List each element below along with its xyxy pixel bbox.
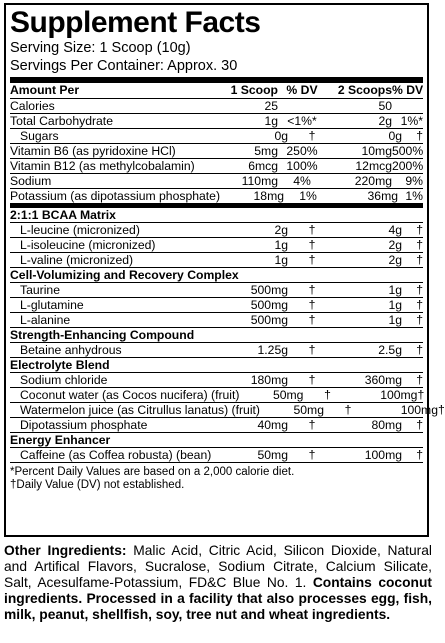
dv-1-scoop: † — [308, 238, 316, 252]
dv-2-scoops: † — [437, 403, 445, 417]
dv-2-scoops: 9% — [405, 174, 423, 188]
amount-1-scoop: 18mg — [253, 189, 285, 203]
ingredient-name: Vitamin B12 (as methylcobalamin) — [10, 159, 195, 173]
table-row — [10, 99, 423, 114]
table-row — [10, 403, 445, 418]
header-amount: Amount Per — [10, 83, 80, 97]
dv-1-scoop: † — [308, 253, 316, 267]
section-title: Cell-Volumizing and Recovery Complex — [10, 268, 423, 283]
dv-2-scoops: † — [416, 129, 423, 143]
ingredient-name: Dipotassium phosphate — [20, 418, 148, 432]
amount-1-scoop: 50mg — [293, 403, 324, 417]
amount-1-scoop: 0g — [274, 129, 288, 143]
dv-1-scoop: 250% — [286, 144, 318, 158]
amount-2-scoops: 10mg — [361, 144, 392, 158]
amount-1-scoop: 180mg — [250, 373, 288, 387]
ingredient-name: Potassium (as dipotassium phosphate) — [10, 189, 221, 203]
section-title: Energy Enhancer — [10, 433, 423, 448]
ingredient-name: L-valine (micronized) — [20, 253, 134, 267]
footnote-dv-not-established: †Daily Value (DV) not established. — [10, 479, 185, 491]
header-dv-2: % DV — [392, 83, 424, 97]
amount-1-scoop: 50mg — [272, 388, 304, 402]
dv-1-scoop: † — [308, 373, 316, 387]
amount-1-scoop: 110mg — [241, 174, 278, 188]
amount-2-scoops: 2g — [388, 253, 402, 267]
ingredient-name: Total Carbohydrate — [10, 114, 113, 128]
table-row — [10, 174, 423, 189]
ingredient-name: L-alanine — [20, 313, 71, 327]
dv-1-scoop: † — [344, 403, 352, 417]
other-ingredients — [4, 543, 432, 623]
dv-1-scoop: † — [308, 448, 316, 462]
ingredient-name: Sodium chloride — [20, 373, 108, 387]
dv-1-scoop: † — [324, 388, 331, 402]
dv-2-scoops: 500% — [392, 144, 424, 158]
table-row — [10, 388, 423, 403]
dv-2-scoops: 1%* — [400, 114, 423, 128]
amount-2-scoops: 12mcg — [355, 159, 392, 173]
dv-1-scoop: † — [308, 223, 316, 237]
other-ingredients-text: Malic Acid, Citric Acid, Silicon Dioxide, Natural and Artifical Flavors, Sucralose, Sodium Citrate, Calcium Silicate, Salt, Acesulfame-Potassium, FD&C Blue No. 1. — [4, 543, 432, 590]
table-row — [10, 283, 423, 298]
table-row — [10, 343, 423, 358]
ingredient-name: Betaine anhydrous — [20, 343, 122, 357]
table-row — [10, 253, 423, 268]
footnote-dv-basis: *Percent Daily Values are based on a 2,000 calorie diet. — [10, 466, 295, 478]
amount-1-scoop: 500mg — [250, 283, 288, 297]
amount-1-scoop: 6mcg — [248, 159, 278, 173]
amount-2-scoops: 2.5g — [378, 343, 402, 357]
ingredient-name: Caffeine (as Coffea robusta) (bean) — [20, 448, 212, 462]
amount-2-scoops: 100mg — [400, 403, 438, 417]
dv-1-scoop: † — [308, 418, 316, 432]
ingredient-name: Sugars — [20, 129, 59, 143]
dv-1-scoop: † — [308, 343, 316, 357]
dv-1-scoop: † — [308, 283, 316, 297]
panel-title: Supplement Facts — [10, 6, 261, 39]
amount-1-scoop: 1g — [274, 253, 288, 267]
dv-2-scoops: † — [416, 343, 423, 357]
amount-1-scoop: 40mg — [257, 418, 288, 432]
servings-per-container: Servings Per Container: Approx. 30 — [10, 58, 238, 74]
amount-2-scoops: 50 — [378, 99, 392, 113]
table-row — [10, 189, 423, 204]
section-title: Electrolyte Blend — [10, 358, 423, 373]
amount-2-scoops: 100mg — [364, 448, 402, 462]
column-header-row — [10, 83, 423, 99]
amount-2-scoops: 1g — [388, 313, 402, 327]
dv-2-scoops: 200% — [392, 159, 424, 173]
table-row — [10, 238, 423, 253]
amount-2-scoops: 4g — [388, 223, 402, 237]
dv-2-scoops: † — [417, 388, 425, 402]
dv-1-scoop: <1%* — [287, 114, 317, 128]
section-title: 2:1:1 BCAA Matrix — [10, 204, 423, 223]
amount-1-scoop: 500mg — [250, 313, 288, 327]
ingredient-name: Watermelon juice (as Citrullus lanatus) (fruit) — [20, 403, 260, 417]
ingredient-name: Sodium — [10, 174, 52, 188]
header-1-scoop: 1 Scoop — [230, 83, 278, 97]
dv-1-scoop: † — [308, 313, 316, 327]
dv-2-scoops: † — [416, 298, 423, 312]
dv-2-scoops: † — [416, 283, 423, 297]
ingredient-name: Calories — [10, 99, 55, 113]
supplement-facts-panel — [4, 3, 445, 537]
ingredient-name: Vitamin B6 (as pyridoxine HCl) — [10, 144, 176, 158]
dv-1-scoop: 100% — [286, 159, 318, 173]
table-row — [10, 448, 423, 463]
dv-2-scoops: † — [416, 223, 423, 237]
dv-1-scoop: 1% — [299, 189, 317, 203]
dv-2-scoops: † — [416, 238, 423, 252]
dv-2-scoops: † — [416, 418, 423, 432]
amount-2-scoops: 2g — [378, 114, 392, 128]
dv-1-scoop: † — [308, 298, 316, 312]
amount-2-scoops: 1g — [388, 283, 402, 297]
table-row — [10, 298, 423, 313]
table-row — [10, 159, 423, 174]
table-row — [10, 313, 423, 328]
amount-2-scoops: 36mg — [367, 189, 399, 203]
table-row — [10, 114, 423, 129]
dv-2-scoops: † — [416, 448, 423, 462]
amount-2-scoops: 80mg — [371, 418, 402, 432]
table-row — [10, 418, 423, 433]
table-row — [10, 223, 423, 238]
table-row — [10, 373, 423, 388]
amount-2-scoops: 360mg — [364, 373, 402, 387]
amount-1-scoop: 500mg — [250, 298, 288, 312]
amount-2-scoops: 100mg — [380, 388, 418, 402]
dv-1-scoop: † — [308, 129, 316, 143]
dv-2-scoops — [392, 99, 423, 113]
amount-1-scoop: 5mg — [254, 144, 278, 158]
section-title: Strength-Enhancing Compound — [10, 328, 423, 343]
dv-2-scoops: † — [416, 313, 423, 327]
header-2-scoops: 2 Scoops — [337, 83, 392, 97]
nutrient-rows — [10, 99, 423, 204]
amount-2-scoops: 2g — [388, 238, 402, 252]
amount-1-scoop: 1g — [274, 238, 288, 252]
allergen-statement: Contains coconut ingredients. Processed in a facility that also processes egg, fish, milk, peanut, shellfish, soy, tree nut and wheat ingredients. — [4, 575, 432, 622]
other-ingredients-label: Other Ingredients: — [4, 543, 127, 558]
amount-1-scoop: 25 — [264, 99, 278, 113]
dv-2-scoops: † — [416, 373, 423, 387]
amount-1-scoop: 2g — [274, 223, 288, 237]
ingredient-sections — [10, 204, 445, 463]
amount-1-scoop: 1.25g — [257, 343, 288, 357]
ingredient-name: L-glutamine — [20, 298, 84, 312]
header-dv-1: % DV — [286, 83, 318, 97]
ingredient-name: L-isoleucine (micronized) — [20, 238, 156, 252]
table-row — [10, 129, 423, 144]
amount-1-scoop: 1g — [264, 114, 278, 128]
amount-2-scoops: 1g — [388, 298, 402, 312]
dv-1-scoop: 4% — [293, 174, 311, 188]
dv-2-scoops: 1% — [405, 189, 423, 203]
ingredient-name: Taurine — [20, 283, 60, 297]
table-row — [10, 144, 423, 159]
amount-2-scoops: 0g — [388, 129, 402, 143]
amount-1-scoop: 50mg — [257, 448, 288, 462]
dv-1-scoop — [278, 99, 326, 113]
ingredient-name: L-leucine (micronized) — [20, 223, 140, 237]
serving-size: Serving Size: 1 Scoop (10g) — [10, 40, 191, 56]
ingredient-name: Coconut water (as Cocos nucifera) (fruit) — [20, 388, 240, 402]
dv-2-scoops: † — [416, 253, 423, 267]
amount-2-scoops: 220mg — [354, 174, 392, 188]
